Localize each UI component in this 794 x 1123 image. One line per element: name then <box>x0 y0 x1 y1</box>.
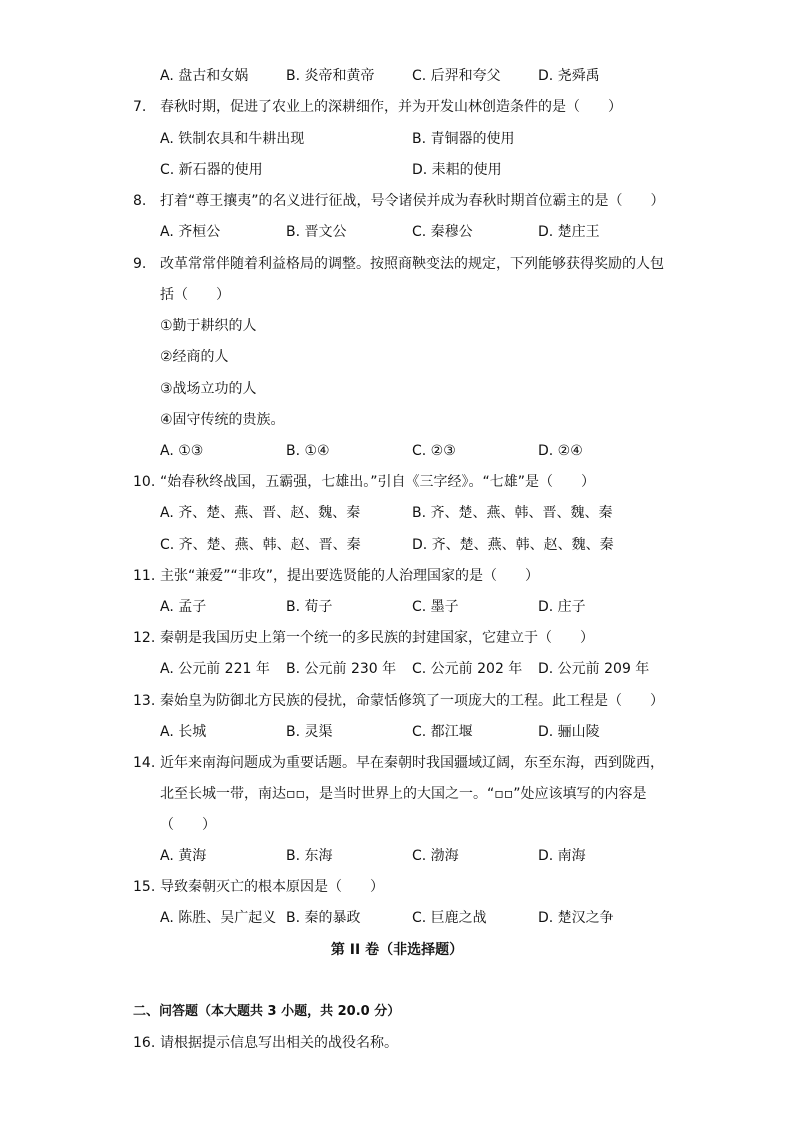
q13-option-c: C. 都江堰 <box>412 724 473 740</box>
q9-option-b: B. ①④ <box>286 443 330 459</box>
q7-option-c: C. 新石器的使用 <box>160 162 263 178</box>
q8-option-b: B. 晋文公 <box>286 224 347 240</box>
q10-option-c: C. 齐、楚、燕、韩、赵、晋、秦 <box>160 537 361 553</box>
q13-option-b: B. 灵渠 <box>286 724 333 740</box>
q9-number: 9. <box>133 256 147 272</box>
q14-option-a: A. 黄海 <box>160 848 207 864</box>
q16-number: 16. <box>133 1035 156 1051</box>
q9-option-c: C. ②③ <box>412 443 456 459</box>
part-two-heading: 二、问答题（本大题共 3 小题，共 20.0 分） <box>133 1004 401 1019</box>
q11-option-c: C. 墨子 <box>412 599 459 615</box>
q13-number: 13. <box>133 693 156 709</box>
q15-number: 15. <box>133 879 156 895</box>
q14-stem-cont: 北至长城一带，南达▫▫，是当时世界上的大国之一。“▫▫”处应该填写的内容是 <box>160 786 647 802</box>
q8-number: 8. <box>133 193 147 209</box>
q10-option-d: D. 齐、楚、燕、韩、赵、魏、秦 <box>412 537 614 553</box>
q7-option-d: D. 耒耜的使用 <box>412 162 502 178</box>
q10-stem: “始春秋终战国，五霸强，七雄出。”引自《三字经》。“七雄”是（ ） <box>160 474 596 490</box>
q6-option-a: A. 盘古和女娲 <box>160 68 249 84</box>
q9-item-2: ②经商的人 <box>160 349 229 365</box>
q11-option-a: A. 孟子 <box>160 599 207 615</box>
q11-stem: 主张“兼爱”“非攻”，提出要选贤能的人治理国家的是（ ） <box>160 568 540 584</box>
q8-option-a: A. 齐桓公 <box>160 224 221 240</box>
q7-number: 7. <box>133 99 147 115</box>
q9-item-4: ④固守传统的贵族。 <box>160 412 285 428</box>
q14-stem: 近年来南海问题成为重要话题。早在秦朝时我国疆域辽阔，东至东海，西到陇西， <box>160 755 664 771</box>
q15-option-c: C. 巨鹿之战 <box>412 910 487 926</box>
q15-stem: 导致秦朝灭亡的根本原因是（ ） <box>160 879 384 895</box>
q6-option-c: C. 后羿和夸父 <box>412 68 501 84</box>
q14-option-c: C. 渤海 <box>412 848 459 864</box>
q14-answer-blank: （ ） <box>160 817 216 833</box>
q10-option-b: B. 齐、楚、燕、韩、晋、魏、秦 <box>412 505 613 521</box>
q12-option-b: B. 公元前 230 年 <box>286 661 397 677</box>
q12-option-d: D. 公元前 209 年 <box>538 661 650 677</box>
q12-option-a: A. 公元前 221 年 <box>160 661 270 677</box>
q9-item-3: ③战场立功的人 <box>160 381 257 397</box>
q9-item-1: ①勤于耕织的人 <box>160 318 257 334</box>
q11-option-d: D. 庄子 <box>538 599 586 615</box>
q15-option-a: A. 陈胜、吴广起义 <box>160 910 277 926</box>
q12-number: 12. <box>133 630 156 646</box>
q13-stem: 秦始皇为防御北方民族的侵扰，命蒙恬修筑了一项庞大的工程。此工程是（ ） <box>160 693 664 709</box>
q7-option-b: B. 青铜器的使用 <box>412 131 515 147</box>
q14-option-b: B. 东海 <box>286 848 333 864</box>
q11-option-b: B. 荀子 <box>286 599 333 615</box>
q8-option-d: D. 楚庄王 <box>538 224 600 240</box>
q13-option-a: A. 长城 <box>160 724 207 740</box>
q15-option-d: D. 楚汉之争 <box>538 910 614 926</box>
q16-stem: 请根据提示信息写出相关的战役名称。 <box>160 1035 398 1051</box>
q15-option-b: B. 秦的暴政 <box>286 910 361 926</box>
q10-number: 10. <box>133 474 156 490</box>
q14-option-d: D. 南海 <box>538 848 586 864</box>
section-ii-title: 第 II 卷（非选择题） <box>330 942 464 958</box>
q14-number: 14. <box>133 755 156 771</box>
q13-option-d: D. 骊山陵 <box>538 724 600 740</box>
q9-option-d: D. ②④ <box>538 443 583 459</box>
q12-stem: 秦朝是我国历史上第一个统一的多民族的封建国家，它建立于（ ） <box>160 630 594 646</box>
q9-stem: 改革常常伴随着利益格局的调整。按照商鞅变法的规定，下列能够获得奖励的人包 <box>160 256 664 272</box>
q8-stem: 打着“尊王攘夷”的名义进行征战，号令诸侯并成为春秋时期首位霸主的是（ ） <box>160 193 665 209</box>
q9-stem-cont: 括（ ） <box>160 287 230 303</box>
q7-option-a: A. 铁制农具和牛耕出现 <box>160 131 305 147</box>
q6-option-b: B. 炎帝和黄帝 <box>286 68 375 84</box>
q11-number: 11. <box>133 568 156 584</box>
q10-option-a: A. 齐、楚、燕、晋、赵、魏、秦 <box>160 505 361 521</box>
q7-stem: 春秋时期，促进了农业上的深耕细作，并为开发山林创造条件的是（ ） <box>160 99 622 115</box>
q8-option-c: C. 秦穆公 <box>412 224 473 240</box>
q12-option-c: C. 公元前 202 年 <box>412 661 523 677</box>
q9-option-a: A. ①③ <box>160 443 204 459</box>
q6-option-d: D. 尧舜禹 <box>538 68 600 84</box>
